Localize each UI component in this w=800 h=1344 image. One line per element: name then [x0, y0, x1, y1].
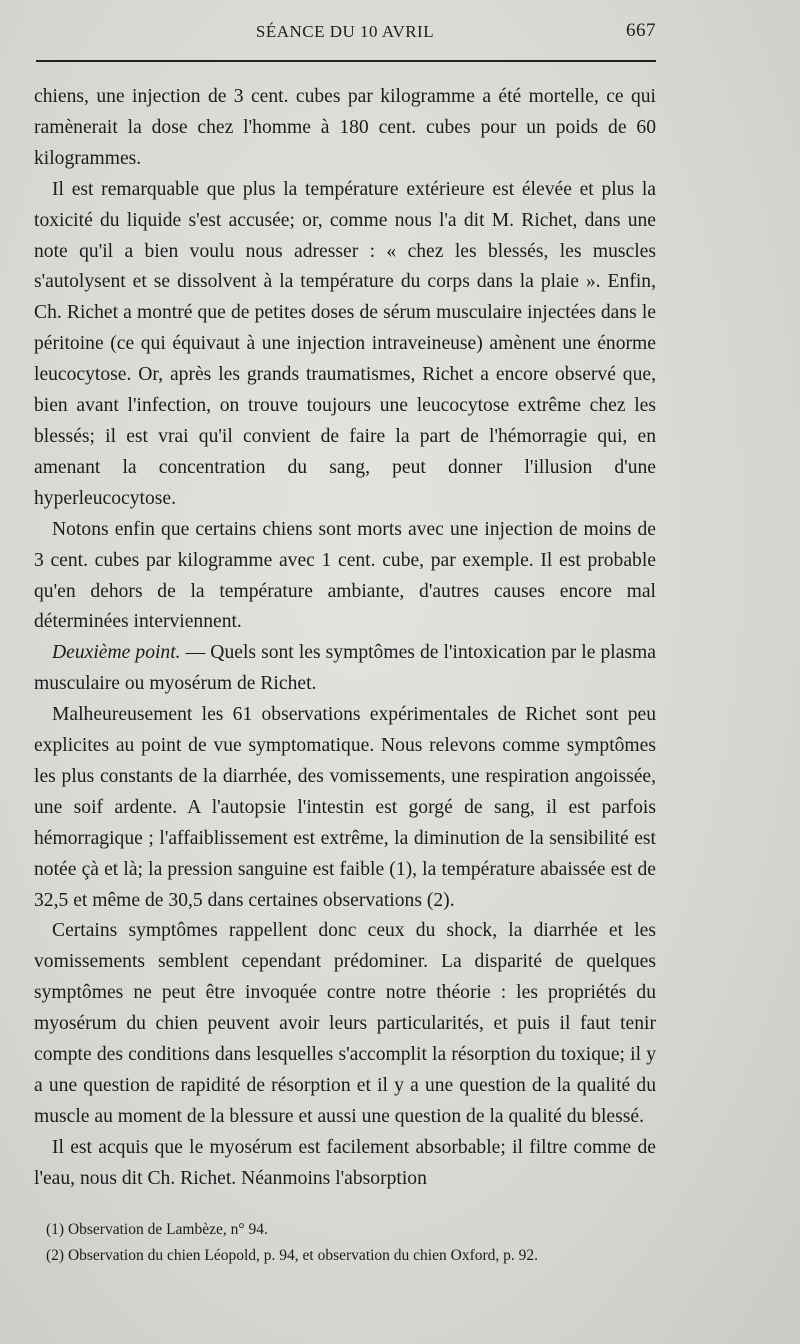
paragraph-2: Il est remarquable que plus la température extérieure est élevée et plus la toxicité du liquide s'est accusée; or, comme nous l'a dit M. Richet, dans une note qu'il a bien voulu nous adresser : « chez les blessés, les muscles s'autolysent et se dissolvent à la température du corps dans la plaie ». Enfin, Ch. Richet a montré que de petites doses de sérum musculaire injectées dans le péritoine (ce qui équivaut à une injection intraveineuse) amènent une énorme leucocytose. Or, après les grands traumatismes, Richet a encore observé que, bien avant l'infection, on trouve toujours une leucocytose extrême chez les blessés; il est vrai qu'il convient de faire la part de l'hémorragie qui, en amenant la concentration du sang, peut donner l'illusion d'une hyperleucocytose. — [34, 178, 656, 509]
paragraph-7: Il est acquis que le myosérum est facilement absorbable; il filtre comme de l'eau, nous dit Ch. Richet. Néanmoins l'absorption — [34, 1136, 656, 1189]
footnotes — [46, 1217, 656, 1269]
running-title: SÉANCE DU 10 AVRIL — [255, 22, 435, 41]
footnote-1: (1) Observation de Lambèze, n° 94. — [46, 1221, 268, 1238]
paragraph-3: Notons enfin que certains chiens sont morts avec une injection de moins de 3 cent. cubes par kilogramme avec 1 cent. cube, par exemple. Il est probable qu'en dehors de la température ambiante, d'autres causes encore mal déterminées interviennent. — [34, 518, 656, 633]
paragraph-1: chiens, une injection de 3 cent. cubes par kilogramme a été mortelle, ce qui ramènerait la dose chez l'homme à 180 cent. cubes pour un poids de 60 kilogrammes. — [34, 86, 656, 169]
paragraph-4 — [34, 638, 656, 700]
section-label: Deuxième point. — [52, 642, 181, 664]
body-text — [34, 82, 656, 1195]
paragraph-5: Malheureusement les 61 observations expérimentales de Richet sont peu explicites au point de vue symptomatique. Nous relevons comme symptômes les plus constants de la diarrhée, des vomissements, une respiration angoissée, une soif ardente. A l'autopsie l'intestin est gorgé de sang, il est parfois hémorragique ; l'affaiblissement est extrême, la diminution de la sensibilité est notée çà et là; la pression sanguine est faible (1), la température abaissée est de 32,5 et même de 30,5 dans certaines observations (2). — [34, 704, 656, 911]
paragraph-4-text: — Quels sont les symptômes de l'intoxication par le plasma musculaire ou myosérum de Richet. — [34, 642, 656, 695]
paragraph-6: Certains symptômes rappellent donc ceux du shock, la diarrhée et les vomissements semblent cependant prédominer. La disparité de quelques symptômes ne peut être invoquée contre notre théorie : les propriétés du myosérum du chien peuvent avoir leurs particularités, et puis il faut tenir compte des conditions dans lesquelles s'accomplit la résorption du toxique; il y a une question de rapidité de résorption et il y a une question de la qualité du muscle au moment de la blessure et aussi une question de la qualité du blessé. — [34, 920, 656, 1127]
page-header — [34, 18, 656, 46]
footnote-2: (2) Observation du chien Léopold, p. 94, et observation du chien Oxford, p. 92. — [46, 1247, 539, 1264]
page-number: 667 — [626, 20, 656, 41]
header-rule — [36, 60, 656, 62]
